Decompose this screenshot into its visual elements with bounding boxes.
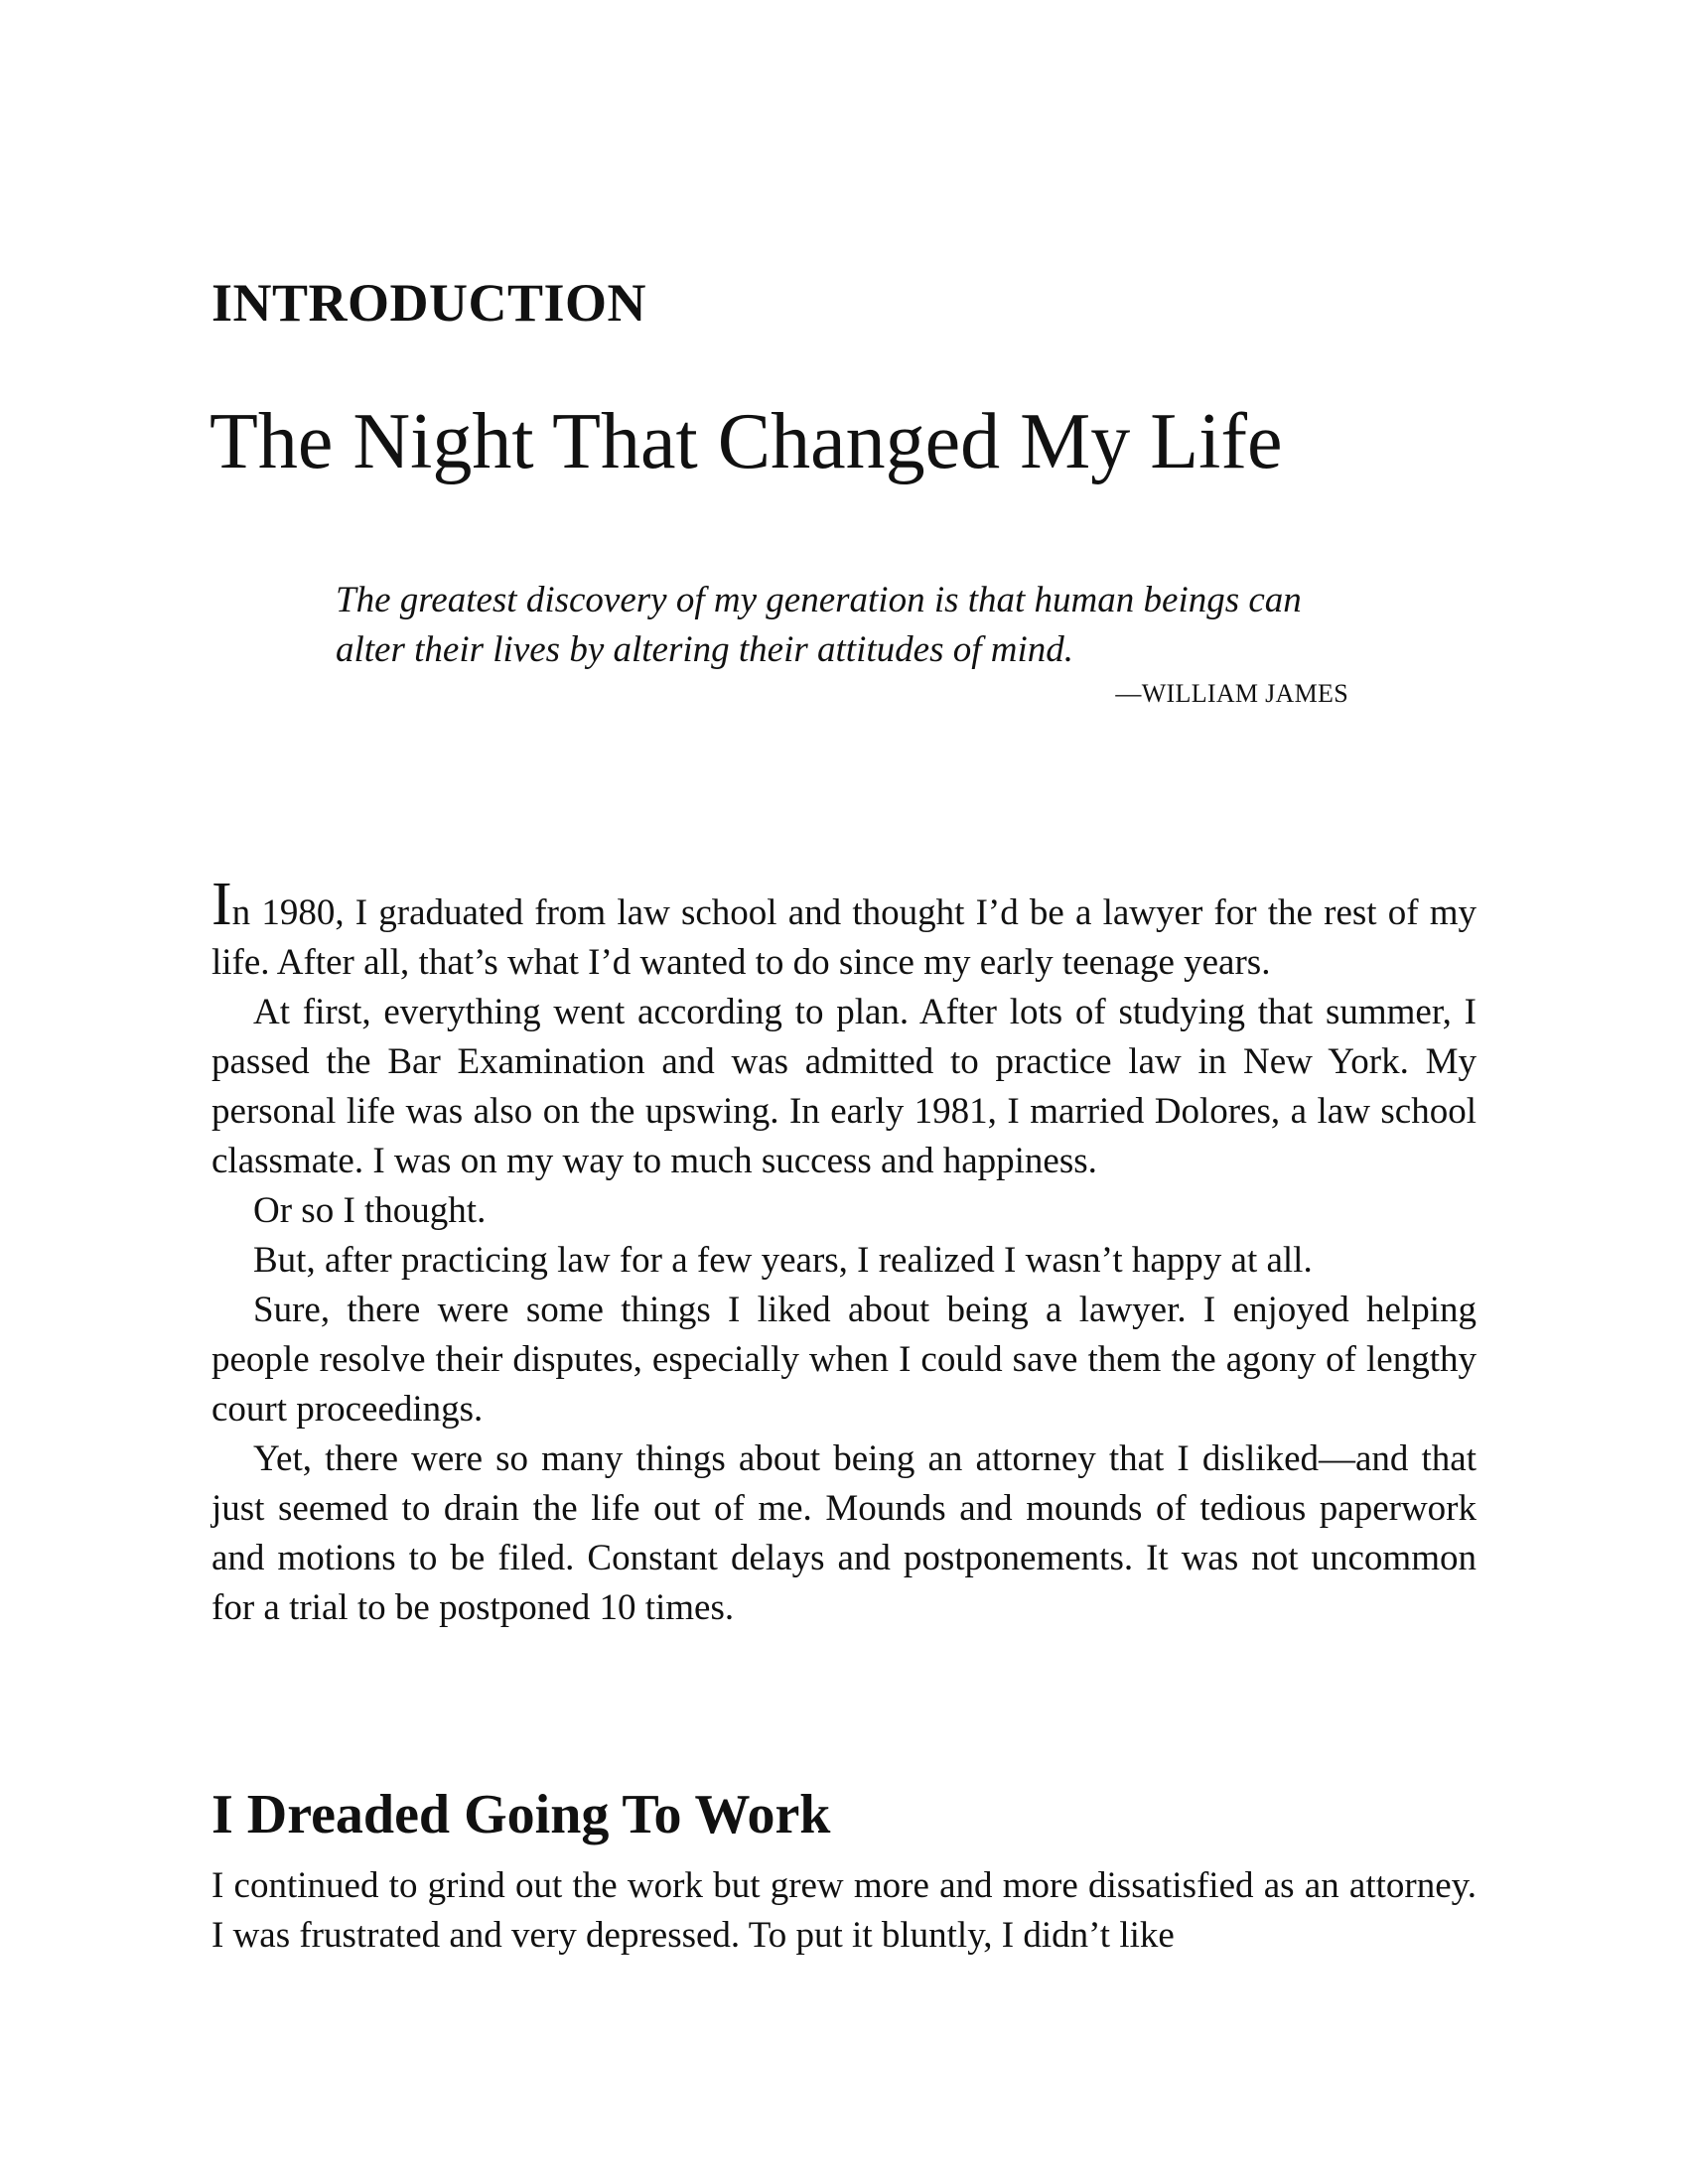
chapter-title: The Night That Changed My Life [210, 398, 1283, 485]
body-paragraph-4: But, after practicing law for a few years, I realized I wasn’t happy at all. [253, 1240, 1313, 1281]
body-paragraph-3: Or so I thought. [253, 1190, 487, 1231]
body-paragraph-5: Sure, there were some things I liked about being a lawyer. I enjoyed helping people resolve their disputes, especially when I could save them the agony of lengthy court proceedings. [211, 1290, 1477, 1430]
epigraph [336, 576, 1348, 709]
intro-body [211, 871, 1477, 1633]
body-paragraph-6: Yet, there were so many things about being an attorney that I disliked—and that just seemed to drain the life out of me. Mounds and mounds of tedious paperwork and motions to be filed. Constant delays and postponements. It was not uncommon for a trial to be postponed 10 times. [211, 1438, 1477, 1628]
section-paragraph-1: I continued to grind out the work but grew more and more dissatisfied as an attorney. I was frustrated and very depressed. To put it bluntly, I didn’t like [211, 1865, 1477, 1956]
body-paragraph-2: At first, everything went according to plan. After lots of studying that summer, I passed the Bar Examination and was admitted to practice law in New York. My personal life was also on the upswing. In early 1981, I married Dolores, a law school classmate. I was on my way to much success and happiness. [211, 992, 1477, 1181]
section-heading: I Dreaded Going To Work [211, 1784, 831, 1845]
body-paragraph-1 [211, 871, 1477, 988]
epigraph-attribution: —WILLIAM JAMES [1115, 679, 1348, 708]
section-body [211, 1861, 1477, 1961]
drop-cap: I [211, 871, 232, 938]
body-paragraph-1-text: n 1980, I graduated from law school and thought I’d be a lawyer for the rest of my life. After all, that’s what I’d wanted to do since my early teenage years. [211, 892, 1477, 983]
chapter-label: INTRODUCTION [211, 273, 647, 333]
epigraph-quote: The greatest discovery of my generation is that human beings can alter their lives by altering their attitudes of mind. [336, 580, 1302, 670]
